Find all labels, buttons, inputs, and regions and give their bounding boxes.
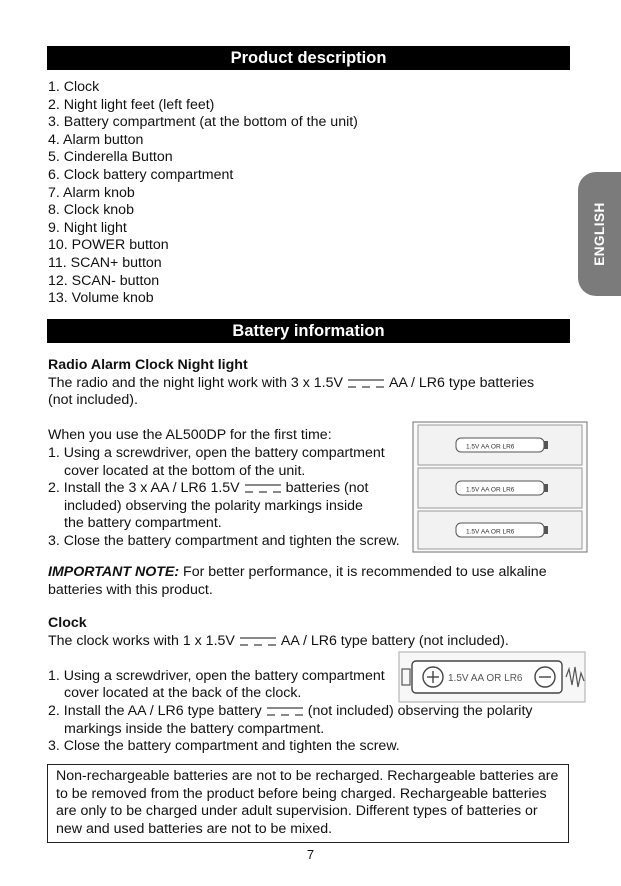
- battery-label: 1.5V AA OR LR6: [466, 528, 515, 536]
- list-item: 5. Cinderella Button: [48, 149, 173, 166]
- battery-label: 1.5V AA OR LR6: [466, 486, 515, 494]
- language-tab: [578, 172, 621, 296]
- dc-symbol-icon: [348, 377, 384, 389]
- clock-heading: Clock: [48, 615, 87, 631]
- clock-step-2-text: (not included) observing the polarity: [307, 702, 533, 719]
- radio-heading: Radio Alarm Clock Night light: [48, 357, 248, 373]
- battery-label: 1.5V AA OR LR6: [448, 673, 523, 684]
- radio-step-3: 3. Close the battery compartment and tighten the screw.: [48, 532, 400, 549]
- radio-step-2-cont: the battery compartment.: [64, 515, 222, 532]
- warning-line: Non-rechargeable batteries are not to be recharged. Rechargeable batteries are: [56, 768, 559, 784]
- important-note-label: IMPORTANT NOTE:: [48, 564, 180, 580]
- radio-intro-text: AA / LR6 type batteries: [388, 374, 535, 391]
- list-item: 2. Night light feet (left feet): [48, 96, 215, 113]
- clock-step-2: [48, 703, 533, 721]
- list-item: 13. Volume knob: [48, 290, 154, 307]
- radio-step-1-cont: cover located at the bottom of the unit.: [64, 462, 306, 479]
- radio-intro: [48, 375, 534, 393]
- page-number: 7: [306, 847, 315, 862]
- warning-line: new and used batteries are not to be mixed.: [56, 820, 333, 837]
- parts-list: [48, 79, 358, 308]
- battery-information-heading: Battery information: [47, 319, 570, 343]
- battery-warning-box: [47, 764, 569, 843]
- battery-label: 1.5V AA OR LR6: [466, 443, 515, 451]
- list-item: 4. Alarm button: [48, 131, 144, 148]
- warning-line: are only to be charged under adult supervision. Different types of batteries or: [56, 803, 538, 820]
- list-item: 11. SCAN+ button: [48, 254, 162, 271]
- radio-step-2-text: batteries (not: [285, 480, 369, 497]
- clock-intro-text: AA / LR6 type battery (not included).: [280, 632, 509, 649]
- radio-battery-compartment-illustration: [412, 421, 588, 553]
- important-note-text-cont: batteries with this product.: [48, 581, 213, 598]
- dc-symbol-icon: [240, 635, 276, 647]
- first-time-text: When you use the AL500DP for the first time:: [48, 427, 332, 444]
- list-item: 8. Clock knob: [48, 202, 134, 219]
- list-item: 9. Night light: [48, 219, 127, 236]
- list-item: 7. Alarm knob: [48, 184, 135, 201]
- radio-step-2-cont: included) observing the polarity markings inside: [64, 497, 363, 514]
- important-note-text: For better performance, it is recommended to use alkaline: [179, 564, 547, 580]
- list-item: 10. POWER button: [48, 237, 169, 254]
- language-tab-label: ENGLISH: [591, 202, 607, 266]
- dc-symbol-icon: [267, 705, 303, 717]
- clock-intro: [48, 633, 533, 651]
- radio-step-2-text: 2. Install the 3 x AA / LR6 1.5V: [48, 480, 240, 497]
- radio-intro-cont: (not included).: [48, 392, 138, 409]
- clock-step-2-text: 2. Install the AA / LR6 type battery: [48, 702, 262, 719]
- clock-intro-text: The clock works with 1 x 1.5V: [48, 632, 235, 649]
- clock-step-1: 1. Using a screwdriver, open the battery compartment: [48, 667, 385, 684]
- list-item: 1. Clock: [48, 79, 100, 95]
- list-item: 6. Clock battery compartment: [48, 166, 234, 183]
- radio-intro-text: The radio and the night light work with 3 x 1.5V: [48, 374, 343, 391]
- product-description-heading: Product description: [47, 46, 570, 70]
- list-item: 3. Battery compartment (at the bottom of the unit): [48, 114, 358, 131]
- radio-step-1: 1. Using a screwdriver, open the battery compartment: [48, 444, 385, 461]
- clock-step-1-cont: cover located at the back of the clock.: [64, 685, 302, 702]
- important-note: [48, 564, 547, 599]
- dc-symbol-icon: [245, 482, 281, 494]
- clock-step-3: 3. Close the battery compartment and tighten the screw.: [48, 738, 400, 755]
- list-item: 12. SCAN- button: [48, 272, 160, 289]
- clock-battery-illustration: [398, 651, 586, 703]
- clock-step-2-cont: markings inside the battery compartment.: [64, 720, 325, 737]
- warning-line: to be removed from the product before being charged. Rechargeable batteries: [56, 785, 547, 802]
